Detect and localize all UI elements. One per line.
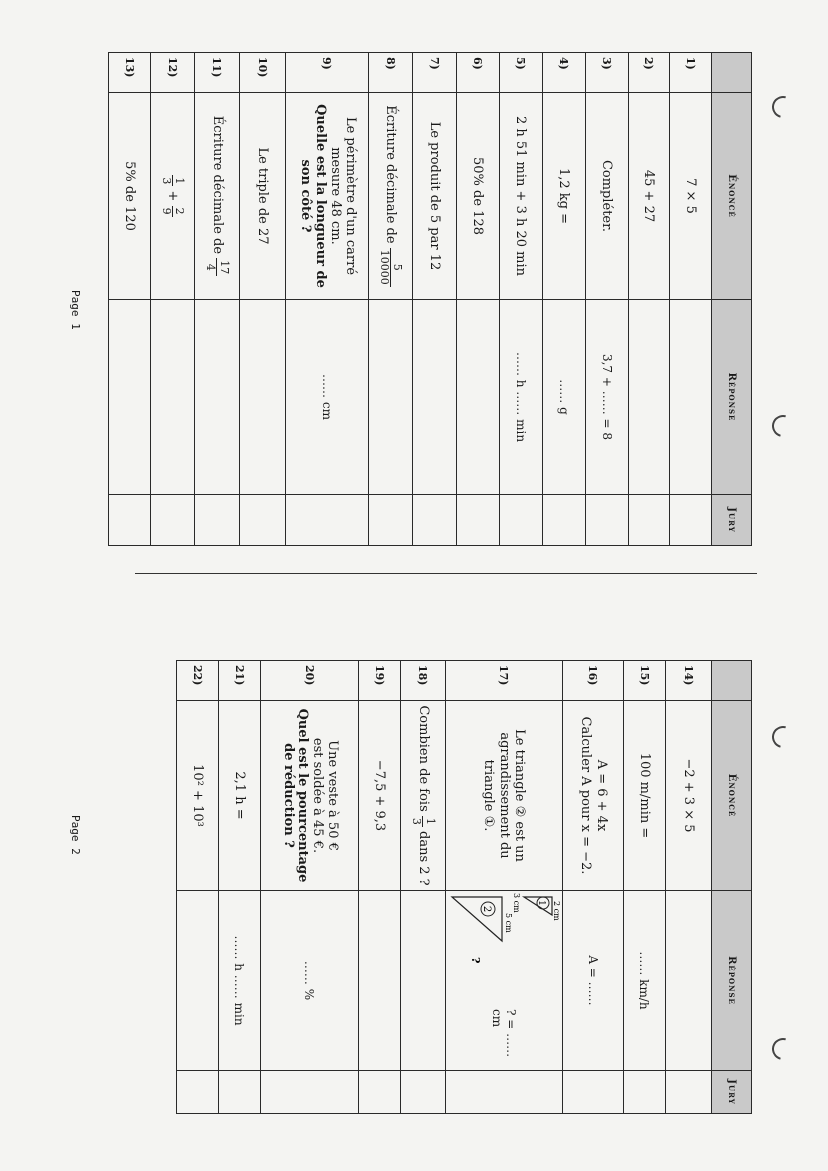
answer-text: ? = …… cm [490, 1009, 518, 1058]
table-row [286, 53, 369, 546]
question-statement: −2 + 3 × 5 [666, 701, 712, 891]
statement-text: Combien de fois [415, 705, 431, 812]
statement-line: Le périmètre d'un carré [342, 116, 358, 276]
answer-cell[interactable]: 3,7 + …… = 8 [586, 300, 629, 495]
question-statement [286, 93, 369, 300]
question-number: 22) [177, 661, 219, 701]
fraction [410, 816, 435, 827]
question-statement: 2 h 51 min + 3 h 20 min [500, 93, 543, 300]
page1-table [108, 52, 752, 546]
question-number: 6) [457, 53, 500, 93]
table-row [240, 53, 286, 546]
fraction-denominator: 9 [160, 207, 173, 215]
triangle-2 [452, 897, 502, 941]
answer-cell[interactable] [401, 891, 446, 1071]
question-statement: Le produit de 5 par 12 [413, 93, 457, 300]
question-number: 12) [151, 53, 195, 93]
answer-cell[interactable] [666, 891, 712, 1071]
statement-line: est soldée à 45 €. [310, 737, 326, 854]
answer-cell[interactable] [151, 300, 195, 495]
table-row [109, 53, 151, 546]
question-number: 7) [413, 53, 457, 93]
punch-hole-4 [768, 1034, 798, 1064]
question-statement: −7,5 + 9,3 [359, 701, 401, 891]
table-row [586, 53, 629, 546]
question-number: 20) [261, 661, 359, 701]
triangle-1-label: 1 [536, 900, 546, 906]
unknown-side-label: ? [469, 957, 482, 964]
fraction-numerator: 17 [217, 260, 231, 275]
answer-cell[interactable]: …… % [261, 891, 359, 1071]
answer-cell[interactable]: …… h …… min [219, 891, 261, 1071]
question-statement [446, 701, 563, 891]
header-reponse: Réponse [712, 891, 752, 1071]
jury-cell [109, 495, 151, 546]
question-number: 2) [629, 53, 670, 93]
question-number: 11) [195, 53, 240, 93]
question-statement: 50% de 128 [457, 93, 500, 300]
side-c-label: 5 cm [504, 913, 513, 933]
statement-line: A = 6 + 4x [593, 759, 609, 832]
fraction-numerator: 1 [173, 177, 187, 185]
table-row [413, 53, 457, 546]
question-statement: 5% de 120 [109, 93, 151, 300]
question-number: 1) [670, 53, 712, 93]
fraction-numerator: 5 [390, 248, 403, 287]
header-corner [712, 661, 752, 701]
header-jury: Jury [712, 1071, 752, 1114]
question-statement: 45 + 27 [629, 93, 670, 300]
question-number: 13) [109, 53, 151, 93]
statement-text: Écriture décimale de [209, 115, 225, 255]
question-number: 18) [401, 661, 446, 701]
jury-cell [151, 495, 195, 546]
header-enonce: Énoncé [712, 701, 752, 891]
statement-line: Le triangle ② est un [512, 729, 528, 862]
question-number: 3) [586, 53, 629, 93]
jury-cell [359, 1071, 401, 1114]
question-statement: 100 m/min = [624, 701, 666, 891]
statement-line: agrandissement du triangle ①. [481, 732, 512, 859]
statement-line: mesure 48 cm. [327, 147, 343, 245]
page2-table-wrap [176, 660, 752, 1114]
answer-cell[interactable] [359, 891, 401, 1071]
table-row [177, 661, 219, 1114]
triangle-figure [448, 891, 560, 1009]
answer-cell[interactable]: A = …… [563, 891, 624, 1071]
side-b-label: 3 cm [512, 893, 521, 913]
table-row [261, 661, 359, 1114]
table-row [666, 661, 712, 1114]
fraction [378, 248, 403, 287]
table-row [359, 661, 401, 1114]
question-number: 16) [563, 661, 624, 701]
page-label-2: Page 2 [69, 815, 82, 855]
triangle-2-label: 2 [481, 905, 492, 913]
statement-question: Quelle est la longueur de son côté ? [298, 104, 328, 288]
punch-hole-3 [768, 722, 798, 752]
page-label-1: Page 1 [69, 290, 82, 330]
statement-text: Écriture décimale de [383, 105, 398, 244]
answer-cell[interactable] [629, 300, 670, 495]
jury-cell [219, 1071, 261, 1114]
answer-cell[interactable] [109, 300, 151, 495]
question-number: 15) [624, 661, 666, 701]
table-row [401, 661, 446, 1114]
jury-cell [401, 1071, 446, 1114]
page1-table-wrap [108, 52, 752, 546]
jury-cell [446, 1071, 563, 1114]
question-number: 19) [359, 661, 401, 701]
question-statement [151, 93, 195, 300]
operator: + [165, 190, 180, 202]
jury-cell [177, 1071, 219, 1114]
jury-cell [286, 495, 369, 546]
question-statement [195, 93, 240, 300]
table-row [543, 53, 586, 546]
statement-question: Quel est le pourcentage de réduction ? [280, 708, 311, 883]
question-number: 9) [286, 53, 369, 93]
header-jury: Jury [712, 495, 752, 546]
answer-cell[interactable]: …… g [543, 300, 586, 495]
page2-table [176, 660, 752, 1114]
fraction-denominator: 3 [410, 817, 424, 825]
jury-cell [369, 495, 413, 546]
question-number: 4) [543, 53, 586, 93]
fraction [160, 206, 185, 217]
question-number: 21) [219, 661, 261, 701]
fraction-denominator: 3 [160, 177, 173, 185]
jury-cell [413, 495, 457, 546]
table-row [563, 661, 624, 1114]
fraction-numerator: 2 [173, 207, 187, 215]
jury-cell [670, 495, 712, 546]
jury-cell [500, 495, 543, 546]
jury-cell [240, 495, 286, 546]
table-row [457, 53, 500, 546]
jury-cell [261, 1071, 359, 1114]
question-number: 14) [666, 661, 712, 701]
table-row [624, 661, 666, 1114]
table-row [195, 53, 240, 546]
answer-cell[interactable] [446, 891, 563, 1071]
fraction-denominator: 10000 [378, 249, 391, 285]
jury-cell [457, 495, 500, 546]
page-divider [135, 573, 757, 574]
answer-cell[interactable] [177, 891, 219, 1071]
question-statement [401, 701, 446, 891]
jury-cell [624, 1071, 666, 1114]
statement-line: Calculer A pour x = −2. [578, 716, 593, 875]
header-corner [712, 53, 752, 93]
question-number: 8) [369, 53, 413, 93]
jury-cell [563, 1071, 624, 1114]
answer-cell[interactable]: …… h …… min [500, 300, 543, 495]
fraction [160, 175, 185, 186]
question-statement: Compléter. [586, 93, 629, 300]
question-number: 17) [446, 661, 563, 701]
table-row [219, 661, 261, 1114]
question-statement: 2,1 h = [219, 701, 261, 891]
answer-cell[interactable] [369, 300, 413, 495]
question-statement [261, 701, 359, 891]
jury-cell [666, 1071, 712, 1114]
answer-cell[interactable] [457, 300, 500, 495]
table-row [369, 53, 413, 546]
table-row [500, 53, 543, 546]
jury-cell [195, 495, 240, 546]
side-a-label: 2 cm [552, 901, 561, 921]
header-enonce: Énoncé [712, 93, 752, 300]
question-statement: Le triple de 27 [240, 93, 286, 300]
answer-cell[interactable] [195, 300, 240, 495]
answer-cell[interactable] [670, 300, 712, 495]
jury-cell [543, 495, 586, 546]
table-row [446, 661, 563, 1114]
question-statement [369, 93, 413, 300]
fraction-numerator: 1 [423, 817, 437, 825]
question-statement: 1,2 kg = [543, 93, 586, 300]
answer-cell[interactable] [240, 300, 286, 495]
table-row [629, 53, 670, 546]
answer-cell[interactable] [413, 300, 457, 495]
punch-hole-1 [768, 92, 798, 122]
jury-cell [629, 495, 670, 546]
jury-cell [586, 495, 629, 546]
punch-hole-2 [768, 411, 798, 441]
question-statement: 7 × 5 [670, 93, 712, 300]
fraction-denominator: 4 [204, 263, 218, 271]
table-row [670, 53, 712, 546]
question-number: 5) [500, 53, 543, 93]
question-statement: 10² + 10³ [177, 701, 219, 891]
answer-cell[interactable]: …… km/h [624, 891, 666, 1071]
question-statement [563, 701, 624, 891]
header-reponse: Réponse [712, 300, 752, 495]
fraction [204, 258, 229, 276]
statement-text-after: dans 2 ? [415, 831, 431, 886]
question-number: 10) [240, 53, 286, 93]
statement-line: Une veste à 50 € [325, 740, 341, 851]
table-row [151, 53, 195, 546]
answer-cell[interactable]: …… cm [286, 300, 369, 495]
